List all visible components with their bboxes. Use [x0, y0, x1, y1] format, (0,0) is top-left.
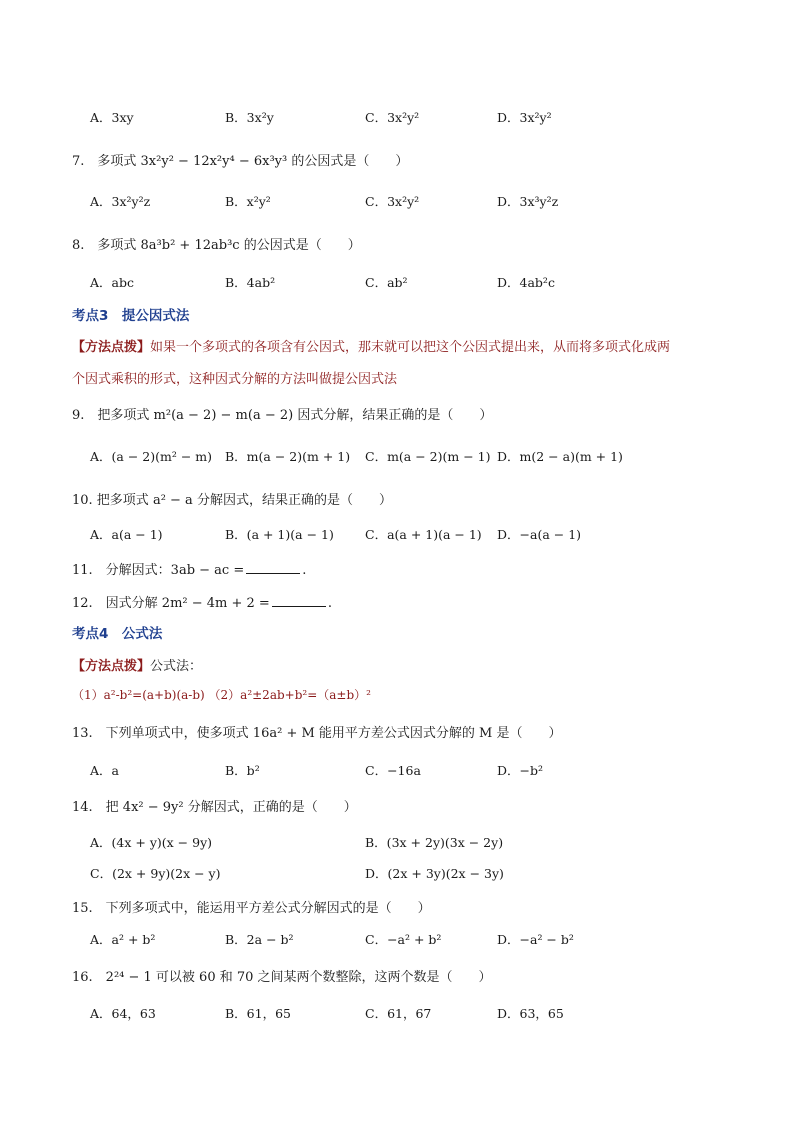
q8-option-d: D．4ab²c — [497, 275, 555, 290]
method-tip-text: 如果一个多项式的各项含有公因式，那末就可以把这个公因式提出来，从而将多项式化成两 — [150, 340, 671, 355]
q8-option-c: C．ab² — [365, 275, 408, 290]
question-12 — [72, 592, 332, 611]
formula-line: （1）a²-b²=(a+b)(a-b) （2）a²±2ab+b²=（a±b）² — [72, 688, 371, 702]
q7-option-a: A．3x²y²z — [90, 194, 151, 209]
q10-option-c: C．a(a + 1)(a − 1) — [365, 527, 482, 542]
q16-option-a: A．64，63 — [90, 1006, 156, 1021]
method-tip-3-line-1 — [72, 336, 670, 355]
question-14-stem: 14. 把 4x² − 9y² 分解因式，正确的是（ ） — [72, 800, 357, 815]
answer-blank[interactable] — [272, 594, 326, 607]
question-10-stem: 10. 把多项式 a² − a 分解因式，结果正确的是（ ） — [72, 493, 392, 508]
q7-option-b: B．x²y² — [225, 194, 271, 209]
question-11 — [72, 559, 306, 578]
q7-option-d: D．3x³y²z — [497, 194, 559, 209]
q13-option-a: A．a — [90, 763, 119, 778]
q10-option-b: B．(a + 1)(a − 1) — [225, 527, 334, 542]
q6-option-a: A．3xy — [90, 110, 134, 125]
q16-option-d: D．63，65 — [497, 1006, 564, 1021]
q13-option-b: B．b² — [225, 763, 260, 778]
answer-blank[interactable] — [246, 561, 300, 574]
q16-option-c: C．61，67 — [365, 1006, 432, 1021]
method-tip-3-line-2: 个因式乘积的形式，这种因式分解的方法叫做提公因式法 — [72, 372, 398, 387]
q14-option-a: A．(4x + y)(x − 9y) — [90, 835, 213, 850]
q8-option-b: B．4ab² — [225, 275, 276, 290]
q14-option-d: D．(2x + 3y)(2x − 3y) — [365, 866, 504, 881]
q15-option-c: C．−a² + b² — [365, 932, 442, 947]
q10-option-d: D．−a(a − 1) — [497, 527, 582, 542]
q9-option-d: D．m(2 − a)(m + 1) — [497, 449, 623, 464]
question-12-stem: 12. 因式分解 2m² − 4m + 2 = — [72, 596, 270, 611]
q9-option-b: B．m(a − 2)(m + 1) — [225, 449, 351, 464]
q10-option-a: A．a(a − 1) — [90, 527, 163, 542]
question-11-stem: 11. 分解因式：3ab − ac = — [72, 563, 245, 578]
question-16-stem: 16. 2²⁴ − 1 可以被 60 和 70 之间某两个数整除，这两个数是（ ） — [72, 970, 492, 985]
q9-option-c: C．m(a − 2)(m − 1) — [365, 449, 491, 464]
question-12-period: . — [327, 596, 332, 611]
method-tip-4 — [72, 655, 202, 674]
q14-option-c: C．(2x + 9y)(2x − y) — [90, 866, 221, 881]
question-7-stem: 7. 多项式 3x²y² − 12x²y⁴ − 6x³y³ 的公因式是（ ） — [72, 154, 409, 169]
question-8-stem: 8. 多项式 8a³b² + 12ab³c 的公因式是（ ） — [72, 238, 361, 253]
q13-option-d: D．−b² — [497, 763, 544, 778]
method-tip-tag: 【方法点拨】 — [72, 340, 151, 355]
method-tip-text: 公式法： — [150, 659, 203, 674]
section-heading-3: 考点3 提公因式法 — [72, 308, 190, 324]
question-9-stem: 9. 把多项式 m²(a − 2) − m(a − 2) 因式分解，结果正确的是（ ） — [72, 408, 493, 423]
q9-option-a: A．(a − 2)(m² − m) — [90, 449, 212, 464]
q15-option-d: D．−a² − b² — [497, 932, 574, 947]
q7-option-c: C．3x²y² — [365, 194, 420, 209]
q6-option-c: C．3x²y² — [365, 110, 420, 125]
q16-option-b: B．61，65 — [225, 1006, 291, 1021]
q8-option-a: A．abc — [90, 275, 134, 290]
q14-option-b: B．(3x + 2y)(3x − 2y) — [365, 835, 504, 850]
q13-option-c: C．−16a — [365, 763, 421, 778]
question-11-period: . — [302, 563, 307, 578]
q6-option-d: D．3x²y² — [497, 110, 552, 125]
method-tip-tag: 【方法点拨】 — [72, 659, 151, 674]
question-13-stem: 13. 下列单项式中，使多项式 16a² + M 能用平方差公式因式分解的 M 是（ ） — [72, 726, 562, 741]
q15-option-b: B．2a − b² — [225, 932, 294, 947]
question-15-stem: 15. 下列多项式中，能运用平方差公式分解因式的是（ ） — [72, 901, 431, 916]
section-heading-4: 考点4 公式法 — [72, 626, 163, 642]
q6-option-b: B．3x²y — [225, 110, 274, 125]
q15-option-a: A．a² + b² — [90, 932, 156, 947]
